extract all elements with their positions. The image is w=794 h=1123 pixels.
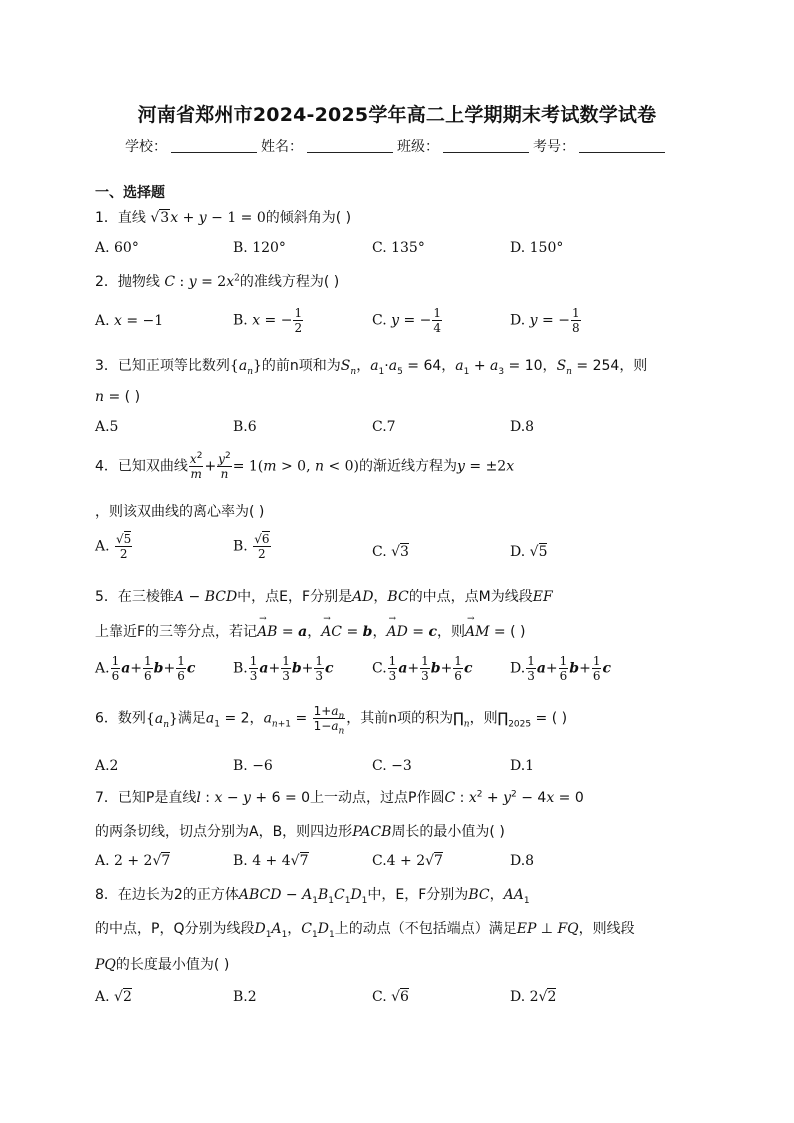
page-title: 河南省郑州市2024-2025学年高二上学期期末考试数学试卷 [137,104,657,126]
question-7: 7．已知P是直线l : x − y + 6 = 0上一动点，过点P作圆C : $x^2 + y^2 - 4x = 0$ [95,789,584,806]
option-a[interactable]: A.5 [95,419,119,435]
option-c[interactable]: C. $\frac{1}{3}$ a+ $\frac{1}{3}$ b+ $\frac{1}{6}$ c [372,654,473,683]
class-label: 班级： [397,139,439,155]
option-d[interactable]: D.8 [510,419,535,435]
option-d[interactable]: D.8 [510,853,535,869]
question-3-options [95,419,706,441]
option-a[interactable]: A. 60° [95,240,139,256]
option-c[interactable]: C. 135° [372,240,425,256]
option-b[interactable]: B. x = − $\frac{1}{2}$ [233,306,303,335]
question-1: 1．直线 √3x + y − 1 = 0的倾斜角为( ) [95,210,352,226]
school-blank[interactable] [171,138,257,153]
examno-blank[interactable] [579,138,665,153]
option-d[interactable]: D. y = − $\frac{1}{8}$ [510,306,580,335]
option-a[interactable]: A. $\frac{√5}{2}$ [95,532,132,561]
examno-label: 考号： [533,139,575,155]
question-2: 2．抛物线 C : $y = 2x^2$的准线方程为( ) [95,273,340,290]
question-3-line2: n = ( ) [95,389,141,405]
option-b[interactable]: B. $\frac{1}{3}$ a+ $\frac{1}{3}$ b+ $\frac{1}{3}$ c [233,654,334,683]
question-6: 6．数列$\{a_n\}$满足$a_1 = 2$，$a_{n+1}$ = $\frac{1+a_n}{1-a_n}$ ，其前n项的积为$\prod_n$，则$\prod_{2025}$ = ( ) [95,704,568,737]
option-a[interactable]: A. √2 [95,989,132,1005]
section-heading: 一、选择题 [95,185,165,201]
option-d[interactable]: D.1 [510,758,535,774]
question-8-options [95,989,706,1011]
option-b[interactable]: B. $\frac{√6}{2}$ [233,532,270,561]
option-d[interactable]: D. √5 [510,544,548,560]
question-6-options [95,758,706,780]
option-a[interactable]: A. x = −1 [95,313,164,329]
question-4-line2: ，则该双曲线的离心率为( ) [95,504,265,520]
option-b[interactable]: B. 4 + 4√7 [233,853,309,869]
question-4: 4．已知双曲线 $\frac{x^2}{m}$ + $\frac{y^2}{n}$ = 1(m > 0, n < 0)的渐近线方程为y = ±2x [95,451,515,481]
option-c[interactable]: C. y = − $\frac{1}{4}$ [372,306,442,335]
option-c[interactable]: C.7 [372,419,396,435]
question-7-options [95,853,706,875]
class-blank[interactable] [443,138,529,153]
option-c[interactable]: C. √6 [372,989,409,1005]
option-b[interactable]: B.2 [233,989,257,1005]
question-2-options [95,306,706,342]
question-5-options [95,654,706,690]
name-blank[interactable] [307,138,393,153]
option-a[interactable]: A. $\frac{1}{6}$ a+ $\frac{1}{6}$ b+ $\frac{1}{6}$ c [95,654,196,683]
question-4-options [95,532,706,572]
question-8-line3: PQ的长度最小值为( ) [95,957,230,973]
question-8: 8．在边长为2的正方体ABCD − $A_1B_1C_1D_1$中，E，F分别为BC，$AA_1$ [95,887,530,906]
option-c[interactable]: C. −3 [372,758,412,774]
name-label: 姓名： [261,139,303,155]
question-7-line2: 的两条切线，切点分别为A，B，则四边形PACB周长的最小值为( ) [95,824,505,840]
option-b[interactable]: B. −6 [233,758,273,774]
question-8-line2: 的中点，P，Q分别为线段$D_1A_1$，$C_1D_1$上的动点（不包括端点）满足EP ⊥ FQ，则线段 [95,921,635,940]
option-a[interactable]: A.2 [95,758,119,774]
question-5-line2: 上靠近F的三等分点，若记→ AB = a，→ AC = b，→ AD = c，则→ AM = ( ) [95,621,706,641]
option-d[interactable]: D. $\frac{1}{3}$ a+ $\frac{1}{6}$ b+ $\frac{1}{6}$ c [510,654,611,683]
question-5: 5．在三棱锥A − BCD中，点E，F分别是AD，BC的中点，点M为线段EF [95,589,553,605]
option-c[interactable]: C.4 + 2√7 [372,853,443,869]
option-c[interactable]: C. √3 [372,544,409,560]
student-info-line [0,136,794,156]
option-d[interactable]: D. 2√2 [510,989,557,1005]
option-d[interactable]: D. 150° [510,240,564,256]
school-label: 学校： [125,139,167,155]
option-a[interactable]: A. 2 + 2√7 [95,853,171,869]
question-3: 3．已知正项等比数列$\{a_n\}$的前n项和为$S_n$，$a_1\cdot a_5 = 64$，$a_1 + a_3 = 10$，$S_n = 254$，则 [95,358,648,377]
option-b[interactable]: B. 120° [233,240,286,256]
option-b[interactable]: B.6 [233,419,257,435]
question-1-options [95,240,706,262]
